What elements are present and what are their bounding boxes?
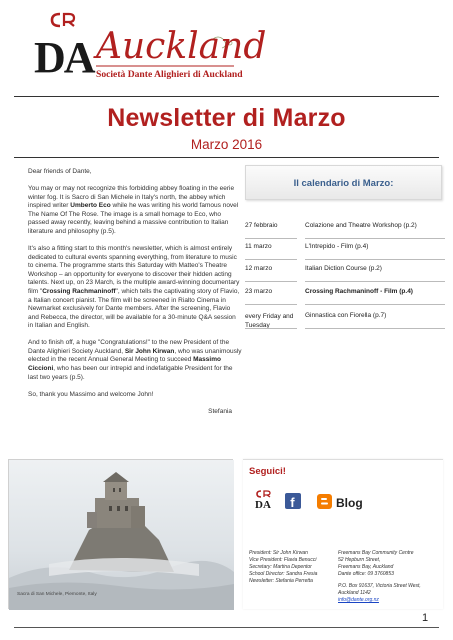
- address-line: Freemans Bay Community Centre: [338, 550, 414, 556]
- logo-society-name: Società Dante Alighieri di Auckland: [96, 69, 243, 80]
- calendar-date: 11 marzo: [245, 243, 297, 250]
- page-number: 1: [422, 612, 429, 624]
- address-line: Freemans Bay, Auckland: [338, 564, 394, 570]
- email-link[interactable]: info@dante.org.nz: [338, 597, 379, 603]
- calendar-date: 23 marzo: [245, 288, 297, 295]
- calendar-event: L'Intrepido - Film (p.4): [305, 243, 445, 250]
- header-top-rule: [14, 96, 439, 97]
- abbey-photo: [8, 459, 233, 609]
- follow-us-panel: [243, 459, 443, 609]
- photo-caption: Sacra di San Michele, Piemonte, Italy: [17, 592, 97, 597]
- officer-line: School Director: Sandra Fresia: [249, 571, 318, 577]
- newsletter-title: Newsletter di Marzo: [107, 104, 346, 132]
- footer-rule: [14, 627, 439, 628]
- greeting: Dear friends of Dante,: [28, 168, 92, 175]
- blog-label: Blog: [336, 496, 363, 510]
- calendar-date: every Friday and Tuesday: [245, 312, 297, 330]
- name-umberto-eco: Umberto Eco: [70, 202, 111, 210]
- facebook-letter: f: [290, 495, 295, 510]
- newsletter-date: Marzo 2016: [190, 137, 263, 152]
- address-line: 52 Hepburn Street,: [338, 557, 381, 563]
- facebook-icon[interactable]: [285, 493, 301, 514]
- editorial-article: [28, 168, 242, 425]
- dante-logo-icon[interactable]: [255, 489, 277, 514]
- calendar-row: [245, 265, 445, 289]
- paragraph-president: And to finish off, a huge "Congratulations!" to the new President of the Dante Alighieri Society Auckland, Sir John Kirwan, who was unanimously elected in the recent Annual General Meeting to succeed Massimo Ciccioni, who has been our intrepid and indefatigable President for the last two years (p.5).: [28, 339, 242, 381]
- calendar-event: Italian Diction Course (p.2): [305, 265, 445, 272]
- follow-us-title: Seguici!: [249, 466, 286, 477]
- address-line: Dante office: 09 3760853: [338, 571, 394, 577]
- signoff: Stefania: [208, 407, 232, 415]
- officer-line: Newsletter: Stefania Perretta: [249, 578, 313, 584]
- logo-initials: DA: [34, 33, 94, 82]
- officers-list: [249, 550, 317, 585]
- logo-city: Auckland: [96, 26, 267, 67]
- calendar-row: [245, 288, 445, 312]
- calendar-header-box: [245, 165, 442, 200]
- header-bottom-rule: [14, 157, 439, 158]
- calendar-event: Ginnastica con Fiorella (p.7): [305, 312, 445, 319]
- address-line: P.O. Box 91637, Victoria Street West,: [338, 583, 421, 589]
- calendar-row: [245, 312, 445, 342]
- society-logo: [34, 10, 267, 96]
- contact-address: [338, 550, 421, 604]
- name-former-president: Massimo Ciccioni: [28, 356, 221, 373]
- officer-line: Secretary: Martina Depentor: [249, 564, 312, 570]
- paragraph-eco: You may or may not recognize this forbidding abbey floating in the eerie winter fog. It is Sacro di San Michele in Italy's north, the abbey which inspired writer Umberto Eco while he was writing his world famous novel The Name Of The Rose. The image is a small homage to Eco, who passed away recently, leaving behind a massive contribution to Italian literature and philosophy (p.5).: [28, 184, 239, 235]
- calendar-title: Il calendario di Marzo:: [293, 178, 394, 189]
- name-new-president: Sir John Kirwan: [124, 347, 175, 355]
- calendar-date: 27 febbraio: [245, 222, 297, 229]
- calendar-event: Colazione and Theatre Workshop (p.2): [305, 222, 445, 229]
- calendar-event: Crossing Rachmaninoff - Film (p.4): [305, 288, 445, 295]
- officer-line: Vice President: Flavia Benucci: [249, 557, 317, 563]
- calendar-row: [245, 243, 445, 267]
- blogger-icon[interactable]: [317, 494, 377, 515]
- film-title: Crossing Rachmaninoff: [42, 287, 116, 295]
- officer-line: President: Sir John Kirwan: [249, 550, 308, 556]
- calendar-date: 12 marzo: [245, 265, 297, 272]
- paragraph-thanks: So, thank you Massimo and welcome John!: [28, 390, 154, 398]
- address-line: Auckland 1142: [338, 590, 371, 596]
- paragraph-events: It's also a fitting start to this month's newsletter, which is almost entirely dedicated to cultural events spanning everything, from literature to music to cinema. The programme starts this Saturday with Matteo's Theatre Workshop – an opportunity for everyone to discover their hidden acting talents. Next up, on 23 March, is the multiple award-winning documentary film "Crossing Rachmaninoff", which tells the captivating story of Flavio, a Italian concert pianist. The film will be screened in Rialto Cinema in Newmarket exclusively for Dante members. After the screening, Flavio and Rebecca, the director, will be available for a 30-minute Q&A session in Italian and English.: [28, 244, 240, 330]
- dante-logo-initials: DA: [255, 499, 271, 511]
